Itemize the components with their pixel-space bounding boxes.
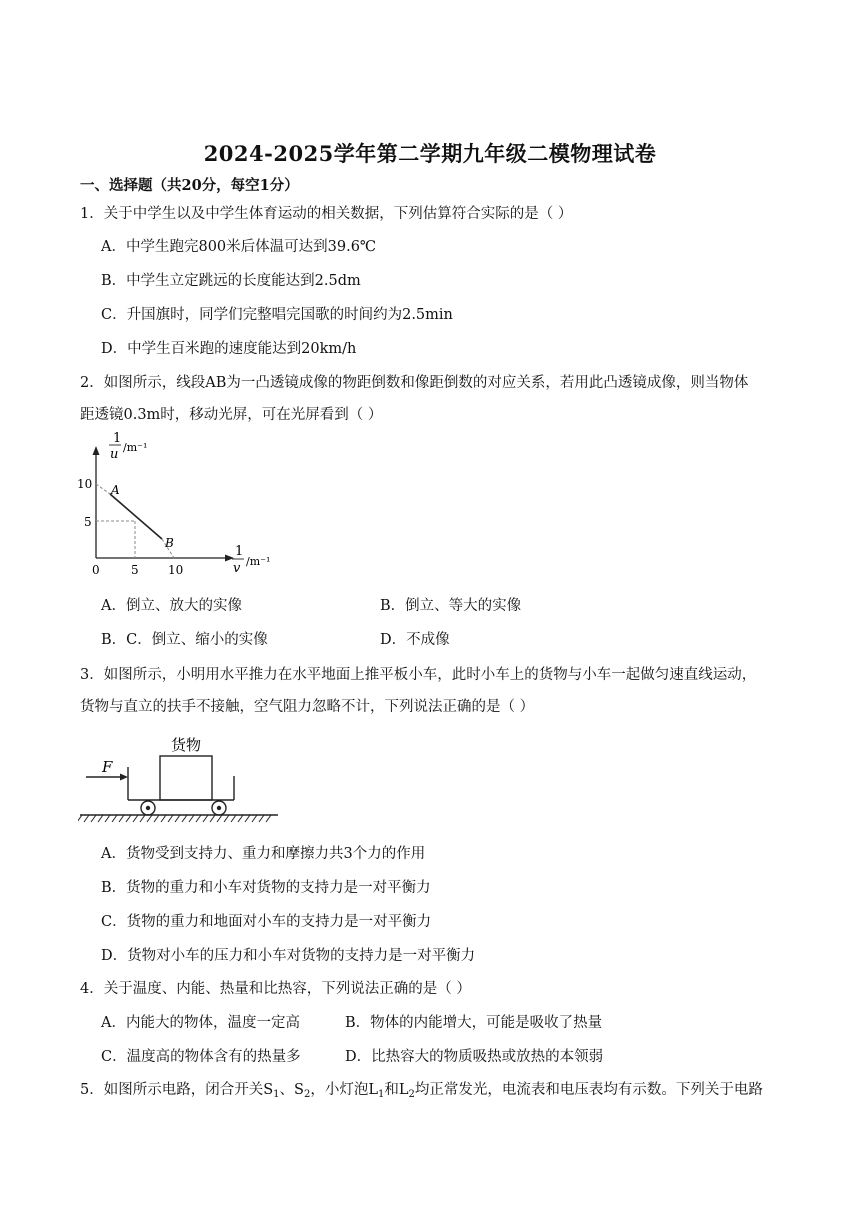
cart-figure <box>78 732 282 828</box>
question-1-stem: 1．关于中学生以及中学生体育运动的相关数据，下列估算符合实际的是（ ） <box>80 206 573 222</box>
point-a-label: A <box>111 483 120 497</box>
y-tick-5: 5 <box>84 515 92 529</box>
hatch-mark <box>112 815 117 822</box>
front-wheel-hub <box>146 806 150 810</box>
hatch-mark <box>105 815 110 822</box>
question-5-stem <box>80 1079 763 1106</box>
page-title: 2024-2025学年第二学期九年级二模物理试卷 <box>203 141 657 166</box>
question-4-option-c: C．温度高的物体含有的热量多 <box>101 1049 301 1065</box>
question-4-option-a: A．内能大的物体，温度一定高 <box>101 1015 300 1031</box>
question-2-option-b: B．倒立、等大的实像 <box>380 598 522 614</box>
question-2-option-d: D．不成像 <box>380 632 450 648</box>
hatch-mark <box>259 815 264 822</box>
x-tick-10: 10 <box>168 563 184 577</box>
question-1-option-c: C．升国旗时，同学们完整唱完国歌的时间约为2.5min <box>101 307 453 323</box>
hatch-mark <box>175 815 180 822</box>
cargo-label: 货物 <box>171 736 202 754</box>
question-4-option-b: B．物体的内能增大，可能是吸收了热量 <box>345 1015 603 1031</box>
x-label-numerator: 1 <box>235 544 244 559</box>
y-label-numerator: 1 <box>113 432 122 446</box>
question-1-option-b: B．中学生立定跳远的长度能达到2.5dm <box>101 273 361 289</box>
hatch-mark <box>210 815 215 822</box>
ground-hatching <box>78 815 271 822</box>
question-3-stem-line-1: 3．如图所示，小明用水平推力在水平地面上推平板小车，此时小车上的货物与小车一起做匀速直线运动， <box>80 667 757 683</box>
question-1-option-a: A．中学生跑完800米后体温可达到39.6℃ <box>101 239 377 255</box>
q5-sub-l2: 2 <box>408 1089 415 1100</box>
question-3-option-a: A．货物受到支持力、重力和摩擦力共3个力的作用 <box>101 846 426 862</box>
y-tick-10: 10 <box>77 477 93 491</box>
q5-text-d: 和L <box>384 1082 409 1098</box>
hatch-mark <box>231 815 236 822</box>
hatch-mark <box>168 815 173 822</box>
hatch-mark <box>133 815 138 822</box>
q5-text-a: 5．如图所示电路，闭合开关S <box>80 1082 274 1098</box>
q5-sub-s2: 2 <box>303 1089 311 1100</box>
y-axis-arrow-icon <box>93 446 100 455</box>
question-4-stem: 4．关于温度、内能、热量和比热容，下列说法正确的是（ ） <box>80 981 471 997</box>
hatch-mark <box>78 815 82 822</box>
hatch-mark <box>217 815 222 822</box>
question-2-stem-line-2: 距透镜0.3m时，移动光屏，可在光屏看到（ ） <box>80 407 383 423</box>
hatch-mark <box>196 815 201 822</box>
hatch-mark <box>91 815 96 822</box>
force-label: F <box>102 758 113 776</box>
force-arrow-head-icon <box>120 774 128 781</box>
hatch-mark <box>119 815 124 822</box>
question-2-option-c: B．C．倒立、缩小的实像 <box>101 632 268 648</box>
hatch-mark <box>147 815 152 822</box>
question-1-option-d: D．中学生百米跑的速度能达到20km/h <box>101 341 357 357</box>
x-label-denominator: v <box>233 561 241 576</box>
hatch-mark <box>245 815 250 822</box>
hatch-mark <box>84 815 89 822</box>
x-label-unit: /m⁻¹ <box>246 555 271 568</box>
q5-text-c: ，小灯泡L <box>310 1082 378 1098</box>
q5-text-b: 、S <box>279 1082 304 1098</box>
question-3-stem-line-2: 货物与直立的扶手不接触，空气阻力忽略不计，下列说法正确的是（ ） <box>80 699 535 715</box>
hatch-mark <box>154 815 159 822</box>
segment-ab <box>110 494 162 539</box>
question-3-option-c: C．货物的重力和地面对小车的支持力是一对平衡力 <box>101 914 432 930</box>
question-3-option-d: D．货物对小车的压力和小车对货物的支持力是一对平衡力 <box>101 948 476 964</box>
q5-sub-s1: 1 <box>273 1089 280 1100</box>
lens-graph <box>72 432 282 582</box>
hatch-mark <box>266 815 271 822</box>
x-tick-0: 0 <box>92 563 100 577</box>
hatch-mark <box>189 815 194 822</box>
q5-text-e: 均正常发光，电流表和电压表均有示数。下列关于电路 <box>414 1082 763 1098</box>
cargo-box <box>160 756 212 800</box>
question-2-option-a: A．倒立、放大的实像 <box>101 598 242 614</box>
x-tick-5: 5 <box>131 563 139 577</box>
hatch-mark <box>161 815 166 822</box>
point-b-label: B <box>165 536 174 550</box>
y-label-unit: /m⁻¹ <box>123 441 148 454</box>
hatch-mark <box>238 815 243 822</box>
hatch-mark <box>203 815 208 822</box>
q5-sub-l1: 1 <box>378 1089 385 1100</box>
hatch-mark <box>98 815 103 822</box>
hatch-mark <box>224 815 229 822</box>
hatch-mark <box>140 815 145 822</box>
hatch-mark <box>126 815 131 822</box>
section-heading: 一、选择题（共20分，每空1分） <box>80 177 299 194</box>
question-4-option-d: D．比热容大的物质吸热或放热的本领弱 <box>345 1049 604 1065</box>
question-3-option-b: B．货物的重力和小车对货物的支持力是一对平衡力 <box>101 880 431 896</box>
dash-a-extension <box>96 484 110 494</box>
rear-wheel-hub <box>217 806 221 810</box>
y-label-denominator: u <box>110 447 119 462</box>
hatch-mark <box>182 815 187 822</box>
question-2-stem-line-1: 2．如图所示，线段AB为一凸透镜成像的物距倒数和像距倒数的对应关系，若用此凸透镜成像，则当物体 <box>80 375 749 391</box>
hatch-mark <box>252 815 257 822</box>
